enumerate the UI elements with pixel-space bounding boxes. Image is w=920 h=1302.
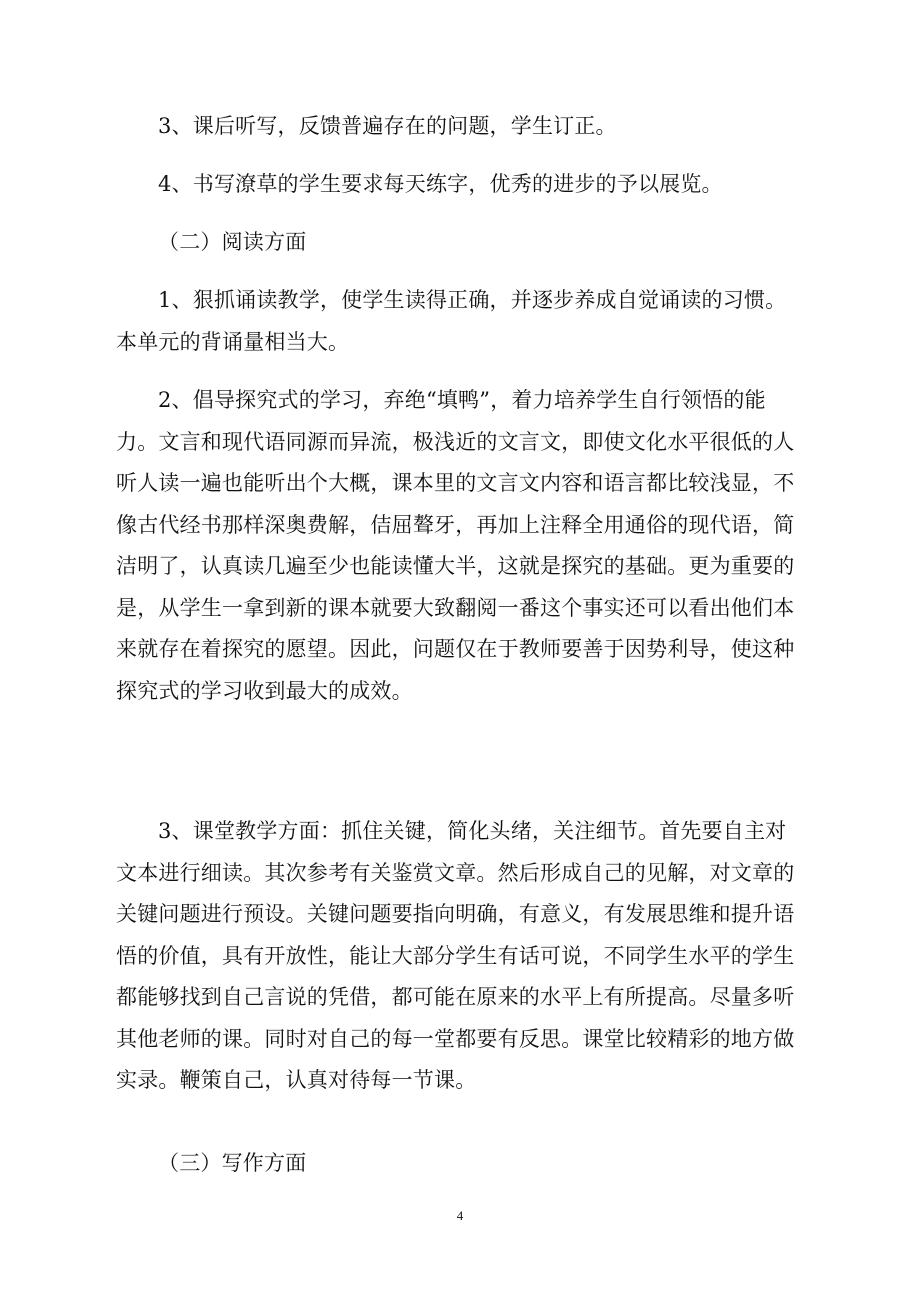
page-number: 4: [456, 1208, 464, 1223]
paragraph-handwriting: 4、书写潦草的学生要求每天练字，优秀的进步的予以展览。: [158, 172, 723, 196]
paragraph-inquiry-learning: 2、倡导探究式的学习，弃绝“填鸭”，着力培养学生自行领悟的能力。文言和现代语同源而异流，极浅近的文言文，即使文化水平很低的人听人读一遍也能听出个大概，课本里的文言文内容和语言都比较浅显，不像古代经书那样深奥费解，佶屈聱牙，再加上注释全用通俗的现代语，简洁明了，认真读几遍至少也能读懂大半，这就是探究的基础。更为重要的是，从学生一拿到新的课本就要大致翻阅一番这个事实还可以看出他们本来就存在着探究的愿望。因此，问题仅在于教师要善于因势利导，使这种探究式的学习收到最大的成效。: [116, 388, 795, 703]
section-heading-reading: （二）阅读方面: [158, 230, 307, 254]
paragraph-recitation: 1、狠抓诵读教学，使学生读得正确，并逐步养成自觉诵读的习惯。本单元的背诵量相当大。: [116, 288, 787, 354]
section-heading-writing: （三）写作方面: [158, 1151, 307, 1175]
paragraph-classroom-teaching: 3、课堂教学方面：抓住关键，简化头绪，关注细节。首先要自主对文本进行细读。其次参考有关鉴赏文章。然后形成自己的见解，对文章的关键问题进行预设。关键问题要指向明确，有意义，有发展思维和提升语悟的价值，具有开放性，能让大部分学生有话可说，不同学生水平的学生都能够找到自己言说的凭借，都可能在原来的水平上有所提高。尽量多听其他老师的课。同时对自己的每一堂都要有反思。课堂比较精彩的地方做实录。鞭策自己，认真对待每一节课。: [116, 819, 795, 1092]
paragraph-dictation: 3、课后听写，反馈普遍存在的问题，学生订正。: [158, 114, 617, 138]
